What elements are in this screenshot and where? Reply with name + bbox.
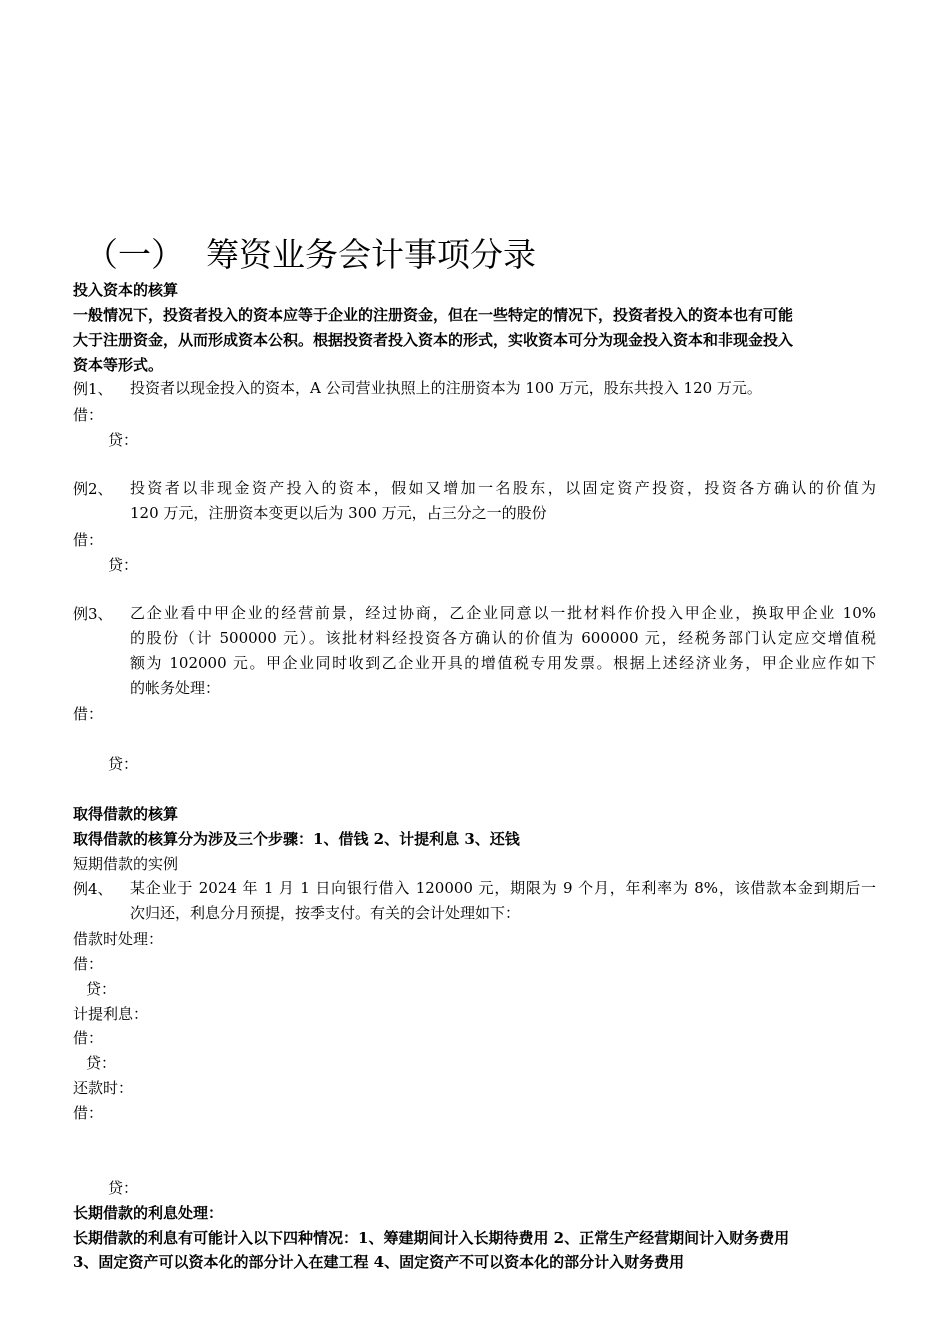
section-title-capital: 投入资本的核算 [73,281,179,299]
section-title-loans: 取得借款的核算 [73,805,179,823]
credit-entry: 贷： [86,1054,117,1072]
debit-entry: 借： [73,531,104,549]
page-title [85,233,536,277]
intro-line-3: 资本等形式。 [73,356,164,374]
example-3-line: 的股份（计 500000 元）。该批材料经投资各方确认的价值为 600000 元，经税务部门认定应交增值税 [130,629,876,647]
example-1-line: 投资者以现金投入的资本，A 公司营业执照上的注册资本为 100 万元，股东共投入 120 万元。 [130,379,762,397]
debit-entry: 借： [73,955,104,973]
credit-entry: 贷： [108,556,139,574]
credit-entry: 贷： [86,980,117,998]
example-1-text [130,376,876,401]
example-3-text [130,601,876,701]
credit-entry: 贷： [108,431,139,449]
example-2-text [130,476,876,526]
debit-entry: 借： [73,1104,104,1122]
intro-line-1: 一般情况下，投资者投入的资本应等于企业的注册资金，但在一些特定的情况下，投资者投入的资本也有可能 [73,306,794,324]
accrue-step-label: 计提利息： [73,1005,149,1023]
example-2-label: 例2、 [73,480,113,498]
section-title-long-term-interest: 长期借款的利息处理： [73,1204,224,1222]
short-term-loan-subtitle: 短期借款的实例 [73,855,179,873]
example-3-label: 例3、 [73,605,113,623]
debit-entry: 借： [73,1029,104,1047]
borrow-step-label: 借款时处理： [73,930,164,948]
example-4-line: 次归还，利息分月预提，按季支付。有关的会计处理如下： [130,904,521,922]
example-3-line: 的帐务处理： [130,679,221,697]
credit-entry: 贷： [108,1179,139,1197]
heading-number: （一） [85,235,184,274]
example-3-line: 额为 102000 元。甲企业同时收到乙企业开具的增值税专用发票。根据上述经济业务，甲企业应作如下 [130,654,876,672]
example-2-line: 120 万元，注册资本变更以后为 300 万元，占三分之一的股份 [130,504,547,522]
heading-title: 筹资业务会计事项分录 [206,235,536,274]
credit-entry: 贷： [108,755,139,773]
example-2-line: 投资者以非现金资产投入的资本，假如又增加一名股东，以固定资产投资，投资各方确认的价值为 [130,479,876,497]
debit-entry: 借： [73,406,104,424]
repay-step-label: 还款时： [73,1079,134,1097]
example-4-label: 例4、 [73,880,113,898]
debit-entry: 借： [73,705,104,723]
example-4-text [130,876,876,926]
example-3-line: 乙企业看中甲企业的经营前景，经过协商，乙企业同意以一批材料作价投入甲企业，换取甲企业 10% [130,604,876,622]
long-term-interest-line-2: 3、固定资产可以资本化的部分计入在建工程 4、固定资产不可以资本化的部分计入财务费用 [73,1253,685,1271]
intro-line-2: 大于注册资金，从而形成资本公积。根据投资者投入资本的形式，实收资本可分为现金投入资本和非现金投入 [73,331,794,349]
example-4-line: 某企业于 2024 年 1 月 1 日向银行借入 120000 元，期限为 9 个月，年利率为 8%，该借款本金到期后一 [130,879,876,897]
loan-steps: 取得借款的核算分为涉及三个步骤：1、借钱 2、计提利息 3、还钱 [73,830,520,848]
long-term-interest-line-1: 长期借款的利息有可能计入以下四种情况：1、筹建期间计入长期待费用 2、正常生产经营期间计入财务费用 [73,1229,790,1247]
example-1-label: 例1、 [73,380,113,398]
